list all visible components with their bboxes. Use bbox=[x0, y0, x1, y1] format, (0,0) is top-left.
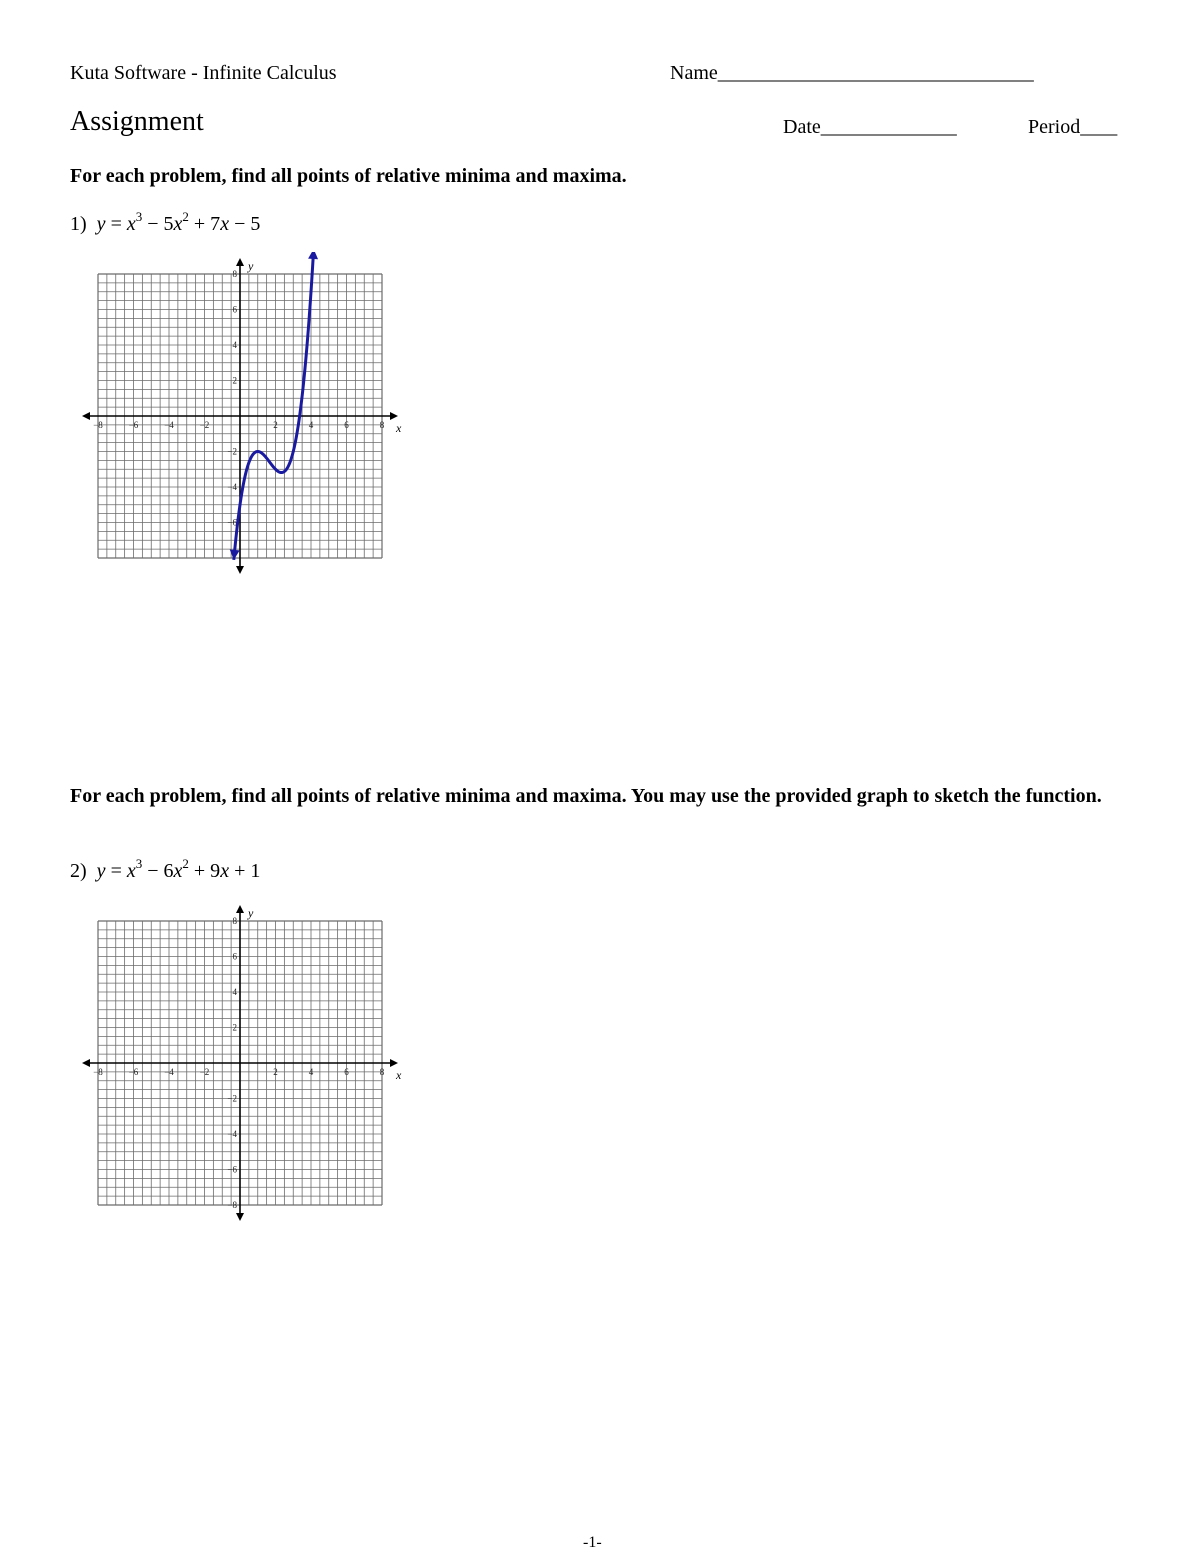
period-blank: ____ bbox=[1080, 116, 1117, 138]
x-tick-label: 6 bbox=[344, 420, 349, 430]
y-tick-label: −4 bbox=[227, 482, 237, 492]
x-axis-arrow-left bbox=[82, 1059, 90, 1067]
problem-number: 2) bbox=[70, 860, 87, 882]
name-field[interactable] bbox=[670, 62, 1033, 85]
y-tick-label: −2 bbox=[227, 1093, 237, 1104]
period-label: Period bbox=[1028, 116, 1081, 138]
x-axis-arrow-left bbox=[82, 412, 90, 420]
x-tick-label: −2 bbox=[199, 1067, 210, 1077]
y-tick-label: 2 bbox=[232, 375, 237, 386]
y-tick-label: 4 bbox=[232, 340, 237, 350]
y-axis-label: y bbox=[248, 906, 254, 920]
section-1-instruction: For each problem, find all points of relative minima and maxima. bbox=[70, 165, 627, 187]
x-axis-arrow-right bbox=[390, 1059, 398, 1067]
y-axis-arrow-down bbox=[236, 1213, 244, 1221]
x-tick-label: −8 bbox=[93, 420, 103, 430]
y-tick-label: 6 bbox=[232, 951, 237, 962]
name-blank: ___________________________________ bbox=[717, 62, 1033, 84]
x-tick-label: 8 bbox=[379, 1067, 385, 1077]
y-tick-label: −2 bbox=[227, 446, 237, 457]
y-axis-arrow-up bbox=[236, 258, 244, 266]
x-tick-label: 4 bbox=[308, 420, 314, 430]
problem-equation: $y = x^3 - 5x^2 + 7x - 5$ bbox=[96, 209, 261, 235]
y-tick-label: 8 bbox=[232, 916, 237, 926]
x-tick-label: 2 bbox=[273, 1067, 278, 1077]
x-axis-arrow-right bbox=[390, 412, 398, 420]
y-axis-label: y bbox=[248, 259, 254, 273]
section-2-instruction: For each problem, find all points of relative minima and maxima. You may use the provided graph to sketch the function. bbox=[70, 785, 1102, 807]
problem-number: 1) bbox=[70, 213, 87, 235]
x-tick-label: 8 bbox=[379, 420, 385, 430]
x-tick-label: 4 bbox=[308, 1067, 314, 1077]
x-axis-label: x bbox=[396, 1068, 402, 1082]
problem-2 bbox=[70, 856, 261, 883]
curve-arrow-end bbox=[308, 252, 318, 259]
problem-equation: $y = x^3 - 6x^2 + 9x + 1$ bbox=[96, 856, 261, 882]
page-title: Assignment bbox=[70, 106, 204, 137]
y-tick-label: 6 bbox=[232, 304, 237, 315]
date-label: Date bbox=[783, 116, 821, 138]
period-field[interactable] bbox=[1028, 116, 1116, 139]
name-label: Name bbox=[670, 62, 718, 84]
date-field[interactable] bbox=[783, 116, 956, 139]
x-tick-label: −8 bbox=[93, 1067, 103, 1077]
y-tick-label: 4 bbox=[232, 987, 237, 997]
y-axis-arrow-down bbox=[236, 566, 244, 574]
y-tick-label: −8 bbox=[227, 1200, 237, 1210]
x-tick-label: −6 bbox=[128, 1067, 139, 1077]
page-number: -1- bbox=[583, 1534, 602, 1551]
x-tick-label: −4 bbox=[164, 420, 174, 430]
y-tick-label: 2 bbox=[232, 1022, 237, 1033]
y-axis-arrow-up bbox=[236, 905, 244, 913]
y-tick-label: −6 bbox=[227, 517, 237, 528]
date-blank: _______________ bbox=[820, 116, 956, 138]
x-tick-label: −4 bbox=[164, 1067, 174, 1077]
y-tick-label: 8 bbox=[232, 269, 237, 279]
x-tick-label: 2 bbox=[273, 420, 278, 430]
graph-2 bbox=[76, 899, 406, 1229]
x-tick-label: −2 bbox=[199, 420, 210, 430]
x-tick-label: 6 bbox=[344, 1067, 349, 1077]
x-tick-label: −6 bbox=[128, 420, 139, 430]
y-tick-label: −4 bbox=[227, 1129, 237, 1139]
y-tick-label: −6 bbox=[227, 1164, 237, 1175]
x-axis-label: x bbox=[396, 421, 402, 435]
problem-1 bbox=[70, 209, 261, 236]
graph-1 bbox=[76, 252, 406, 582]
publisher-title: Kuta Software - Infinite Calculus bbox=[70, 62, 337, 84]
